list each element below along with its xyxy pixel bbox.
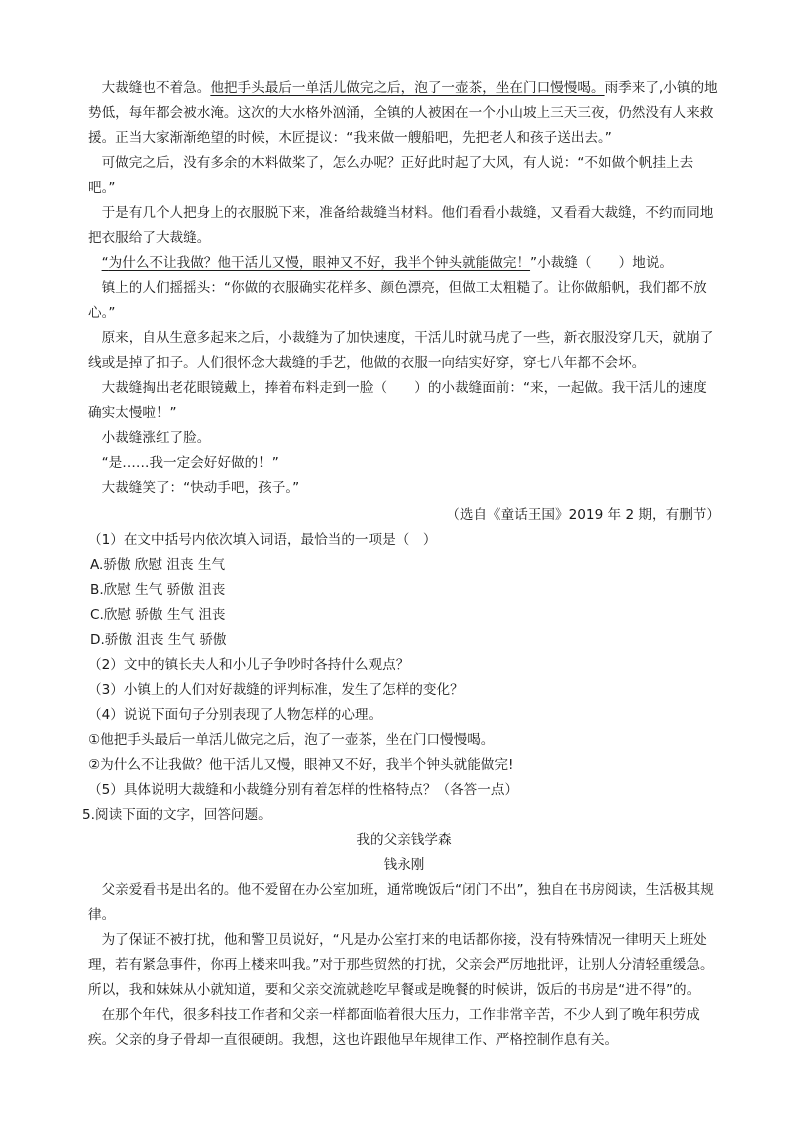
question-4-sentence-1: ①他把手头最后一单活儿做完之后，泡了一壶茶，坐在门口慢慢喝。: [88, 732, 495, 748]
document-content: [82, 76, 720, 1053]
question-4-sentence-2: ②为什么不让我做？他干活儿又慢，眼神又不好，我半个钟头就能做完!: [88, 757, 514, 773]
story-paragraph-8: 小裁缝涨红了脸。: [101, 430, 211, 446]
text-span: “: [101, 255, 109, 271]
underlined-sentence-2: 为什么不让我做？他干活儿又慢，眼神又不好，我半个钟头就能做完！: [108, 255, 531, 271]
story-paragraph-5: 镇上的人们摇摇头：“你做的衣服确实花样多、颜色漂亮，但做工太粗糙了。让你做船帆，我们都不放心。”: [88, 280, 707, 321]
story-paragraph-6: 原来，自从生意多起来之后，小裁缝为了加快速度，干活儿时就马虎了一些，新衣服没穿几天，就崩了线或是掉了扣子。人们很怀念大裁缝的手艺，他做的衣服一向结实好穿，穿七八年都不会坏。: [88, 330, 714, 371]
option-d: D.骄傲 沮丧 生气 骄傲: [90, 632, 227, 648]
option-a: A.骄傲 欣慰 沮丧 生气: [90, 557, 226, 573]
story-paragraph-7: 大裁缝掏出老花眼镜戴上，捧着布料走到一脸（ ）的小裁缝面前：“来，一起做。我干活儿的速度确实太慢啦！”: [88, 380, 707, 421]
article-author: 钱永刚: [383, 857, 425, 873]
story-paragraph-4: [88, 251, 720, 276]
section-5-instruction: 5.阅读下面的文字，回答问题。: [82, 807, 272, 823]
text-span: 雨季来了,小镇的地势低，每年都会被水淹。这次的大水格外汹涌，全镇的人被困在一个小山坡上三天三夜，仍然没有人来救援。正当大家渐渐绝望的时候，木匠提议：“我来做一艘船吧，先把老人和孩子送出去。”: [88, 80, 718, 146]
article-paragraph-3: 在那个年代，很多科技工作者和父亲一样都面临着很大压力，工作非常辛苦，不少人到了晚年积劳成疾。父亲的身子骨却一直很硬朗。我想，这也许跟他早年规律工作、严格控制作息有关。: [88, 1007, 700, 1048]
story-paragraph-1: [88, 76, 720, 151]
source-citation: （选自《童话王国》2019 年 2 期，有删节）: [446, 507, 720, 523]
story-paragraph-10: 大裁缝笑了：“快动手吧，孩子。”: [101, 480, 300, 496]
article-paragraph-1: 父亲爱看书是出名的。他不爱留在办公室加班，通常晚饭后“闭门不出”，独自在书房阅读，生活极其规律。: [88, 882, 714, 923]
question-3: （3）小镇上的人们对好裁缝的评判标准，发生了怎样的变化？: [88, 682, 464, 698]
text-span: ”小裁缝（ ）地说。: [530, 255, 674, 271]
question-1: （1）在文中括号内依次填入词语，最恰当的一项是（ ）: [88, 532, 437, 548]
article-title: 我的父亲钱学森: [356, 832, 452, 848]
text-span: 大裁缝也不着急。: [101, 80, 211, 96]
story-paragraph-3: 于是有几个人把身上的衣服脱下来，准备给裁缝当材料。他们看看小裁缝，又看看大裁缝，不约而同地把衣服给了大裁缝。: [88, 205, 714, 246]
option-c: C.欣慰 骄傲 生气 沮丧: [90, 607, 226, 623]
question-2: （2）文中的镇长夫人和小儿子争吵时各持什么观点？: [88, 657, 410, 673]
question-5: （5）具体说明大裁缝和小裁缝分别有着怎样的性格特点？（各答一点）: [88, 782, 519, 798]
story-paragraph-2: 可做完之后，没有多余的木料做桨了，怎么办呢？正好此时起了大风，有人说：“不如做个帆挂上去吧。”: [88, 155, 694, 196]
story-paragraph-9: “是……我一定会好好做的！”: [101, 455, 279, 471]
question-4: （4）说说下面句子分别表现了人物怎样的心理。: [88, 707, 383, 723]
article-paragraph-2: 为了保证不被打扰，他和警卫员说好，“凡是办公室打来的电话都你接，没有特殊情况一律明天上班处理，若有紧急事件，你再上楼来叫我。”对于那些贸然的打扰，父亲会严厉地批评，让别人分清轻重缓急。所以，我和妹妹从小就知道，要和父亲交流就趁吃早餐或是晚餐的时候讲，饭后的书房是“进不得”的。: [88, 932, 714, 998]
underlined-sentence-1: 他把手头最后一单活儿做完之后，泡了一壶茶，坐在门口慢慢喝。: [210, 80, 605, 96]
option-b: B.欣慰 生气 骄傲 沮丧: [90, 582, 226, 598]
